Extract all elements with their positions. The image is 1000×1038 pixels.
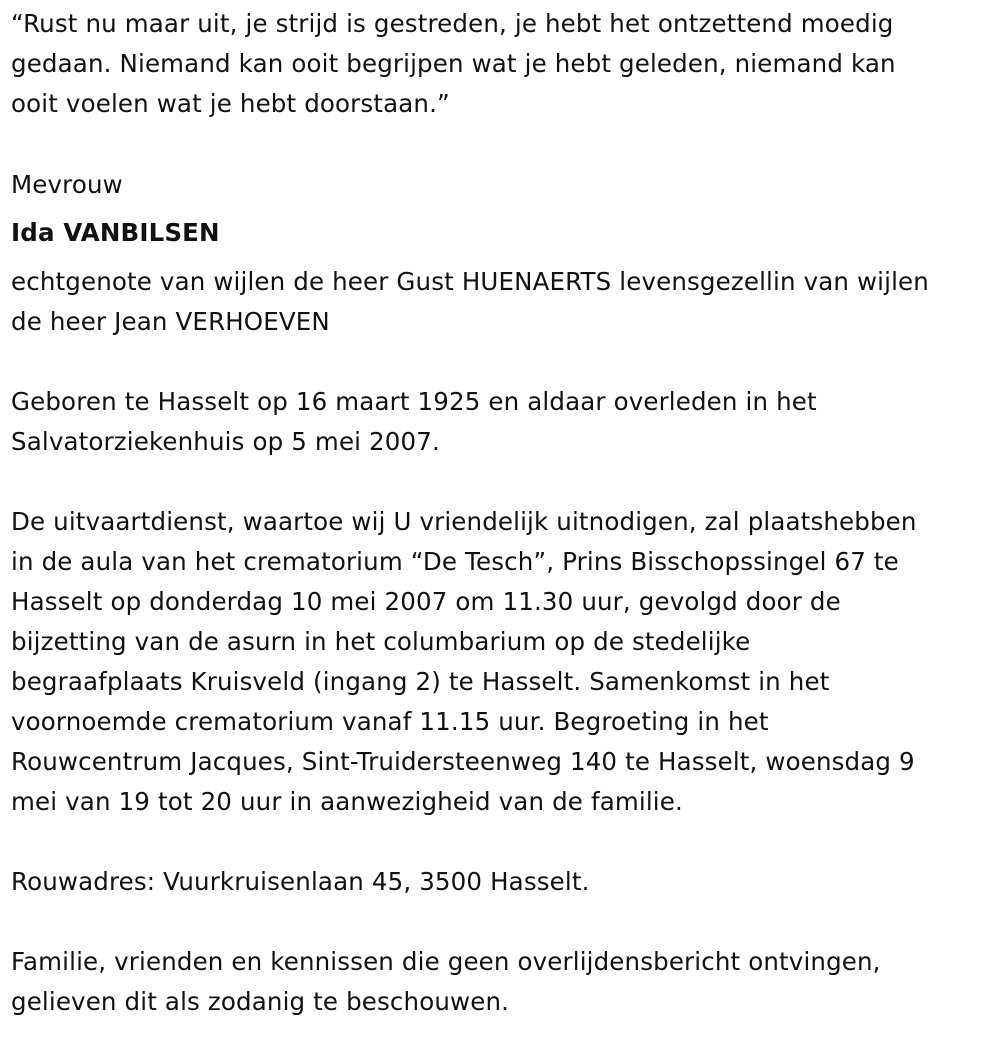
honorific-title: Mevrouw — [11, 170, 123, 199]
closing-line: gelieven dit als zodanig te beschouwen. — [11, 987, 510, 1016]
funeral-line: in de aula van het crematorium “De Tesch”, Prins Bisschopssingel 67 te — [11, 547, 899, 576]
funeral-line: voornoemde crematorium vanaf 11.15 uur. Begroeting in het — [11, 707, 769, 736]
funeral-line: Hasselt op donderdag 10 mei 2007 om 11.30 uur, gevolgd door de — [11, 587, 841, 616]
deceased-name: Ida VANBILSEN — [11, 218, 220, 247]
funeral-line: bijzetting van de asurn in het columbarium op de stedelijke — [11, 627, 751, 656]
funeral-line: De uitvaartdienst, waartoe wij U vriendelijk uitnodigen, zal plaatshebben — [11, 507, 917, 536]
funeral-line: mei van 19 tot 20 uur in aanwezigheid van de familie. — [11, 787, 683, 816]
funeral-line: Rouwcentrum Jacques, Sint-Truidersteenweg 140 te Hasselt, woensdag 9 — [11, 747, 915, 776]
mourning-address-line: Rouwadres: Vuurkruisenlaan 45, 3500 Hasselt. — [11, 867, 590, 896]
quote-line: ooit voelen wat je hebt doorstaan.” — [11, 89, 450, 118]
relation-line: de heer Jean VERHOEVEN — [11, 307, 330, 336]
relation-line: echtgenote van wijlen de heer Gust HUENAERTS levensgezellin van wijlen — [11, 267, 929, 296]
quote-line: gedaan. Niemand kan ooit begrijpen wat je hebt geleden, niemand kan — [11, 49, 896, 78]
birth-death-line: Geboren te Hasselt op 16 maart 1925 en aldaar overleden in het — [11, 387, 817, 416]
closing-line: Familie, vrienden en kennissen die geen overlijdensbericht ontvingen, — [11, 947, 881, 976]
quote-line: “Rust nu maar uit, je strijd is gestreden, je hebt het ontzettend moedig — [11, 9, 894, 38]
funeral-line: begraafplaats Kruisveld (ingang 2) te Hasselt. Samenkomst in het — [11, 667, 830, 696]
birth-death-line: Salvatorziekenhuis op 5 mei 2007. — [11, 427, 440, 456]
